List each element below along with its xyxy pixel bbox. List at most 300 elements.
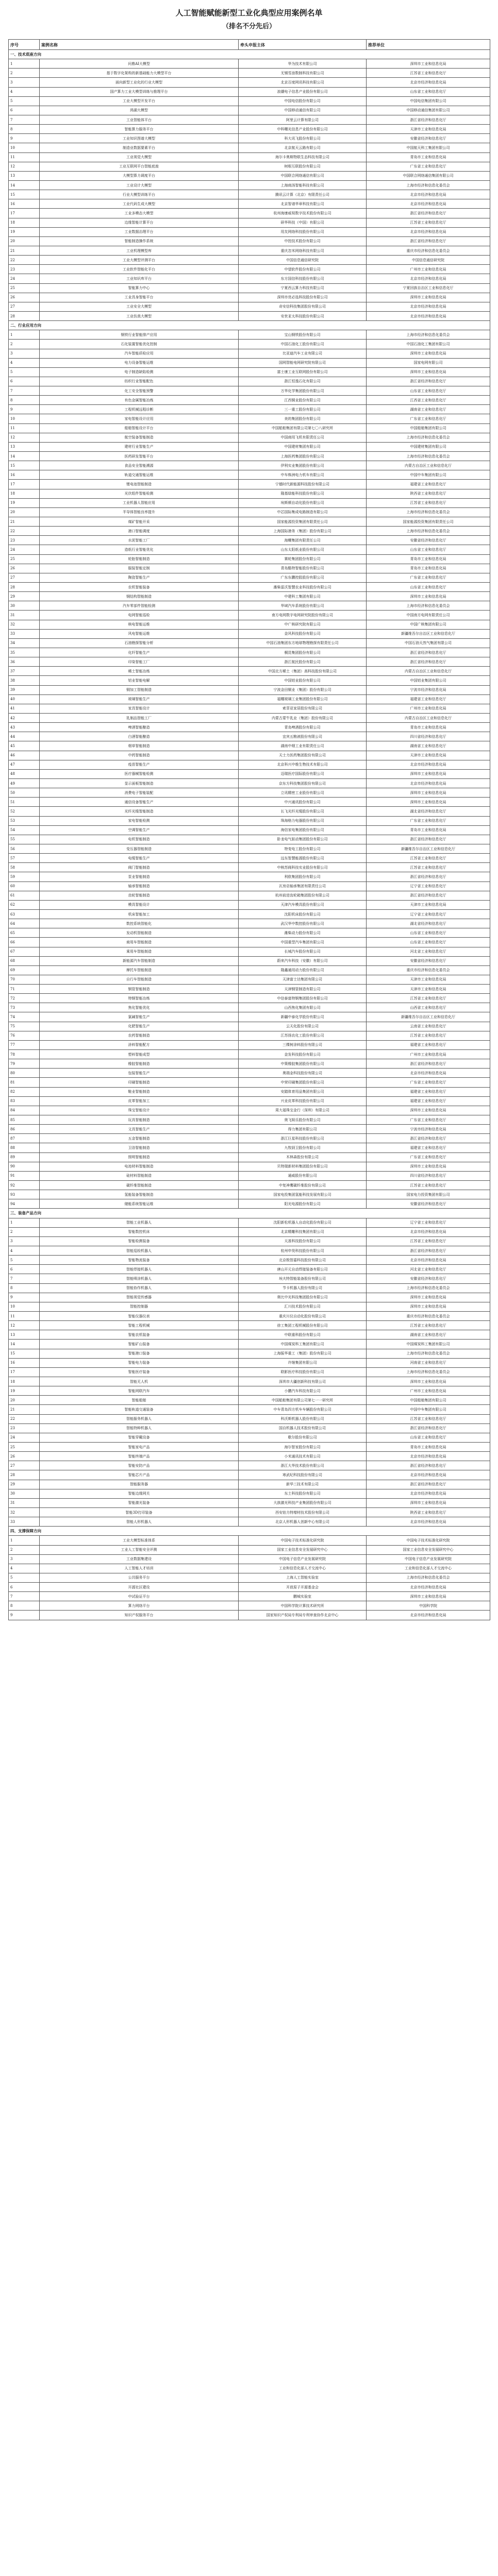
cell-no: 78 xyxy=(9,1050,40,1059)
header-lead-applicant: 牵头申报主体 xyxy=(239,40,367,50)
section-title: 二、行业应用方向 xyxy=(9,321,490,330)
cell-recommender: 辽宁省工业和信息化厅 xyxy=(367,882,490,891)
cell-recommender: 工业和信息化部人才交流中心 xyxy=(367,1564,490,1573)
cell-recommender: 广州市工业和信息化局 xyxy=(367,704,490,713)
table-row xyxy=(9,769,490,778)
table-row xyxy=(9,648,490,657)
cell-case-name: 工业知识图谱大模型 xyxy=(40,134,239,143)
cell-lead-applicant: 无锡雪浪数制科技有限公司 xyxy=(239,69,367,78)
cell-no: 5 xyxy=(9,96,40,106)
cell-case-name: 齿轮智能制造 xyxy=(40,891,239,900)
cell-no: 35 xyxy=(9,648,40,657)
cell-case-name: 边缘智能计算平台 xyxy=(40,218,239,227)
cell-lead-applicant: 节卡机器人股份有限公司 xyxy=(239,1283,367,1293)
table-row xyxy=(9,741,490,751)
cell-no: 13 xyxy=(9,442,40,451)
cell-no: 8 xyxy=(9,1601,40,1611)
cell-case-name: 有色金属智能冶炼 xyxy=(40,396,239,405)
cell-case-name: 照明智能制造 xyxy=(40,1153,239,1162)
cell-recommender: 重庆市经济和信息化委员会 xyxy=(367,246,490,255)
cell-lead-applicant: 汇川技术股份有限公司 xyxy=(239,1302,367,1311)
cell-case-name: 石油勘探智能分析 xyxy=(40,638,239,648)
table-row xyxy=(9,246,490,255)
cell-lead-applicant: 浙江巨星科技股份有限公司 xyxy=(239,1134,367,1143)
cell-case-name: 智能船舶 xyxy=(40,1396,239,1405)
cell-no: 15 xyxy=(9,461,40,470)
cell-lead-applicant: 远东智慧能源股份有限公司 xyxy=(239,854,367,863)
table-row xyxy=(9,1311,490,1320)
cell-recommender: 山东省工业和信息化厅 xyxy=(367,87,490,96)
table-row xyxy=(9,405,490,414)
cell-no: 18 xyxy=(9,1377,40,1386)
cell-case-name: 阀门智能制造 xyxy=(40,863,239,872)
cell-case-name: 家电智能检测 xyxy=(40,816,239,825)
cell-no: 20 xyxy=(9,507,40,517)
cell-recommender: 深圳市工业和信息化局 xyxy=(367,1106,490,1115)
cell-lead-applicant: 埃斯顿自动化股份有限公司 xyxy=(239,498,367,507)
cell-no: 27 xyxy=(9,1461,40,1470)
cell-lead-applicant: 赛轮集团股份有限公司 xyxy=(239,554,367,564)
cell-recommender: 福建省工业和信息化厅 xyxy=(367,480,490,489)
cell-no: 42 xyxy=(9,713,40,722)
cell-lead-applicant: 中国商用飞机有限责任公司 xyxy=(239,433,367,442)
cell-no: 22 xyxy=(9,1414,40,1423)
cell-recommender: 山东省工业和信息化厅 xyxy=(367,545,490,554)
cell-lead-applicant: 沈阳机床股份有限公司 xyxy=(239,909,367,919)
cell-no: 90 xyxy=(9,1162,40,1171)
cell-recommender: 北京市经济和信息化局 xyxy=(367,1256,490,1265)
cell-case-name: 新能源汽车智能制造 xyxy=(40,956,239,965)
cell-case-name: 钢结构智能制造 xyxy=(40,592,239,601)
cell-lead-applicant: 北京航天云路有限公司 xyxy=(239,143,367,152)
cell-lead-applicant: 重庆川仪自动化股份有限公司 xyxy=(239,1311,367,1320)
table-row xyxy=(9,844,490,853)
cell-recommender: 深圳市工业和信息化局 xyxy=(367,1162,490,1171)
cell-lead-applicant: 深圳市大疆创新科技有限公司 xyxy=(239,1377,367,1386)
cell-lead-applicant: 国家电投集团氢能科技发展有限公司 xyxy=(239,1190,367,1199)
cell-no: 17 xyxy=(9,209,40,218)
cell-lead-applicant: 中车青岛四方机车车辆股份有限公司 xyxy=(239,1405,367,1414)
cell-lead-applicant: 北京科兴中维生物技术有限公司 xyxy=(239,760,367,769)
table-row xyxy=(9,1405,490,1414)
cell-lead-applicant: 杭州前进齿轮箱集团股份有限公司 xyxy=(239,891,367,900)
cell-no: 2 xyxy=(9,340,40,349)
table-row xyxy=(9,638,490,648)
cell-recommender: 中国煤炭科工集团有限公司 xyxy=(367,1340,490,1349)
cell-case-name: 轮胎智能制造 xyxy=(40,554,239,564)
cell-case-name: 智能网联汽车 xyxy=(40,1386,239,1396)
cell-no: 19 xyxy=(9,498,40,507)
table-row xyxy=(9,788,490,798)
cell-lead-applicant: 东土科技股份有限公司 xyxy=(239,1489,367,1498)
cell-recommender: 中国铝业集团有限公司 xyxy=(367,676,490,685)
cell-lead-applicant: 杭州申昊科技股份有限公司 xyxy=(239,1246,367,1256)
table-row xyxy=(9,1040,490,1049)
cell-case-name: 涂料智能配方 xyxy=(40,1040,239,1049)
table-row xyxy=(9,59,490,69)
cell-case-name: 智能视觉传感器 xyxy=(40,1293,239,1302)
cell-recommender: 湖北省经济和信息化厅 xyxy=(367,919,490,928)
cell-no: 6 xyxy=(9,377,40,386)
cell-recommender: 中国船舶集团有限公司 xyxy=(367,1396,490,1405)
cell-recommender: 浙江省经济和信息化厅 xyxy=(367,1134,490,1143)
cell-lead-applicant: 木林森股份有限公司 xyxy=(239,1153,367,1162)
cell-case-name: 五金智能制造 xyxy=(40,1134,239,1143)
cell-no: 25 xyxy=(9,554,40,564)
cell-recommender: 新疆维吾尔自治区工业和信息化厅 xyxy=(367,1012,490,1022)
cell-recommender: 重庆市经济和信息化委员会 xyxy=(367,1311,490,1320)
cell-case-name: 钢铁行业智能排产应用 xyxy=(40,330,239,340)
cell-lead-applicant: 贝特瑞新材料集团股份有限公司 xyxy=(239,1162,367,1171)
cell-case-name: 铜加工智能制造 xyxy=(40,685,239,694)
table-row xyxy=(9,1592,490,1601)
cell-recommender: 浙江省经济和信息化厅 xyxy=(367,115,490,124)
cell-lead-applicant: 天津汽车模具股份有限公司 xyxy=(239,900,367,909)
cell-case-name: 工业机器人智能应用 xyxy=(40,498,239,507)
cell-lead-applicant: 长城汽车股份有限公司 xyxy=(239,947,367,956)
cell-no: 76 xyxy=(9,1031,40,1040)
cell-no: 6 xyxy=(9,106,40,115)
cell-lead-applicant: 中国建材集团有限公司 xyxy=(239,442,367,451)
cell-no: 89 xyxy=(9,1153,40,1162)
cell-lead-applicant: 东方国信科技股份有限公司 xyxy=(239,274,367,283)
cell-lead-applicant: 开放原子开源基金会 xyxy=(239,1583,367,1592)
cell-no: 30 xyxy=(9,1489,40,1498)
cell-no: 26 xyxy=(9,564,40,573)
table-row xyxy=(9,1078,490,1087)
cell-case-name: 智能协作机器人 xyxy=(40,1283,239,1293)
cell-no: 49 xyxy=(9,778,40,788)
cell-no: 54 xyxy=(9,825,40,835)
cell-lead-applicant: 中国信息通信研究院 xyxy=(239,256,367,265)
cell-case-name: 工业具身智能平台 xyxy=(40,293,239,302)
table-row xyxy=(9,1517,490,1527)
cell-case-name: 碳纤维智能制造 xyxy=(40,1181,239,1190)
cell-no: 1 xyxy=(9,1218,40,1227)
cell-lead-applicant: 广东东鹏控股股份有限公司 xyxy=(239,573,367,582)
table-row xyxy=(9,1181,490,1190)
table-row xyxy=(9,330,490,340)
cell-recommender: 江苏省工业和信息化厅 xyxy=(367,863,490,872)
cell-lead-applicant: 杭州海康威视数字技术股份有限公司 xyxy=(239,209,367,218)
table-row xyxy=(9,1096,490,1106)
cell-no: 44 xyxy=(9,732,40,741)
table-row xyxy=(9,807,490,816)
cell-lead-applicant: 上海国际港务（集团）股份有限公司 xyxy=(239,527,367,536)
cell-lead-applicant: 工业和信息化部人才交流中心 xyxy=(239,1564,367,1573)
cell-case-name: 发动机智能制造 xyxy=(40,928,239,938)
table-row xyxy=(9,1377,490,1386)
table-row xyxy=(9,1236,490,1246)
cell-recommender: 宁夏回族自治区工业和信息化厅 xyxy=(367,283,490,293)
cell-case-name: 电网智能巡检 xyxy=(40,611,239,620)
cell-case-name: 疫苗智能生产 xyxy=(40,760,239,769)
table-row xyxy=(9,816,490,825)
cell-lead-applicant: 中国石油化工股份有限公司 xyxy=(239,340,367,349)
cell-lead-applicant: 中国电子技术标准化研究院 xyxy=(239,1536,367,1545)
cell-no: 31 xyxy=(9,1498,40,1507)
cell-case-name: 智能检测装备 xyxy=(40,1236,239,1246)
cell-lead-applicant: 北京极智嘉科技股份有限公司 xyxy=(239,1256,367,1265)
cell-lead-applicant: 中兴通讯股份有限公司 xyxy=(239,798,367,807)
cell-recommender: 河北省工业和信息化厅 xyxy=(367,947,490,956)
cell-recommender: 安徽省经济和信息化厅 xyxy=(367,1274,490,1283)
cell-lead-applicant: 得力集团有限公司 xyxy=(239,1125,367,1134)
table-row xyxy=(9,69,490,78)
table-row xyxy=(9,1283,490,1293)
cell-case-name: 纺织行业智能配色 xyxy=(40,377,239,386)
table-row xyxy=(9,461,490,470)
cell-case-name: 食品安全智能溯源 xyxy=(40,461,239,470)
table-body xyxy=(9,50,490,1620)
cell-lead-applicant: 索菲亚家居股份有限公司 xyxy=(239,704,367,713)
cell-case-name: 智能喷涂机器人 xyxy=(40,1274,239,1283)
cell-recommender: 北京市经济和信息化局 xyxy=(367,760,490,769)
cell-no: 12 xyxy=(9,1321,40,1330)
table-row xyxy=(9,704,490,713)
cell-lead-applicant: 利欧集团股份有限公司 xyxy=(239,872,367,882)
cell-lead-applicant: 中科曙光信息产业股份有限公司 xyxy=(239,125,367,134)
table-row xyxy=(9,985,490,994)
table-row xyxy=(9,1470,490,1480)
cell-case-name: 港口智能调度 xyxy=(40,527,239,536)
table-row xyxy=(9,507,490,517)
table-header-row xyxy=(9,40,490,50)
cell-recommender: 广东省工业和信息化厅 xyxy=(367,1078,490,1087)
cell-recommender: 安徽省经济和信息化厅 xyxy=(367,536,490,545)
cell-case-name: 行业大模型训练平台 xyxy=(40,190,239,199)
cell-case-name: 建材行业智能生产 xyxy=(40,442,239,451)
table-row xyxy=(9,1087,490,1096)
cell-no: 2 xyxy=(9,69,40,78)
table-row xyxy=(9,835,490,844)
cell-case-name: 白酒智能酿造 xyxy=(40,732,239,741)
cell-recommender: 深圳市工业和信息化局 xyxy=(367,798,490,807)
cell-no: 31 xyxy=(9,611,40,620)
cell-case-name: 算力网络平台 xyxy=(40,1601,239,1611)
cell-lead-applicant: 许继集团有限公司 xyxy=(239,1358,367,1367)
cell-recommender: 国家能源投资集团有限责任公司 xyxy=(367,517,490,527)
cell-recommender: 江西省工业和信息化厅 xyxy=(367,396,490,405)
section-row xyxy=(9,1527,490,1536)
cell-case-name: 电力设备智能运维 xyxy=(40,358,239,367)
cell-case-name: 通信设备智能生产 xyxy=(40,798,239,807)
cell-lead-applicant: 腾讯云计算（北京）有限责任公司 xyxy=(239,190,367,199)
cell-case-name: 化工安全智能预警 xyxy=(40,386,239,396)
cell-lead-applicant: 奇安信科技集团股份有限公司 xyxy=(239,302,367,311)
cell-recommender: 青岛市工业和信息化局 xyxy=(367,152,490,162)
cell-no: 9 xyxy=(9,134,40,143)
table-row xyxy=(9,956,490,965)
cell-case-name: 航空装备智能制造 xyxy=(40,433,239,442)
cell-lead-applicant: 山西焦化集团有限公司 xyxy=(239,1003,367,1012)
cell-recommender: 安徽省经济和信息化厅 xyxy=(367,134,490,143)
table-row xyxy=(9,1050,490,1059)
table-row xyxy=(9,620,490,629)
table-row xyxy=(9,778,490,788)
section-title: 一、技术底座方向 xyxy=(9,50,490,59)
cell-recommender: 北京市经济和信息化局 xyxy=(367,302,490,311)
table-row xyxy=(9,78,490,87)
cell-recommender: 江苏省工业和信息化厅 xyxy=(367,218,490,227)
cell-recommender: 广州市工业和信息化局 xyxy=(367,1386,490,1396)
table-row xyxy=(9,536,490,545)
cell-no: 40 xyxy=(9,694,40,704)
cell-case-name: 工程机械远程诊断 xyxy=(40,405,239,414)
cell-recommender: 广东省工业和信息化厅 xyxy=(367,1115,490,1125)
cell-case-name: 中试验证平台 xyxy=(40,1592,239,1601)
table-row xyxy=(9,1414,490,1423)
table-row xyxy=(9,900,490,909)
table-row xyxy=(9,1442,490,1451)
cell-lead-applicant: 国自机器人技术股份有限公司 xyxy=(239,1423,367,1433)
table-row xyxy=(9,433,490,442)
cell-case-name: 农药智能制造 xyxy=(40,1031,239,1040)
cell-no: 8 xyxy=(9,125,40,134)
table-row xyxy=(9,1153,490,1162)
cell-lead-applicant: 徐工集团工程机械股份有限公司 xyxy=(239,1321,367,1330)
table-row xyxy=(9,1564,490,1573)
cell-recommender: 浙江省经济和信息化厅 xyxy=(367,891,490,900)
table-row xyxy=(9,1423,490,1433)
cell-no: 92 xyxy=(9,1181,40,1190)
cell-recommender: 上海市经济和信息化委员会 xyxy=(367,330,490,340)
cell-no: 71 xyxy=(9,985,40,994)
table-row xyxy=(9,1265,490,1274)
table-row xyxy=(9,854,490,863)
section-title: 三、装备产品方向 xyxy=(9,1209,490,1218)
cell-case-name: 铝业智能电解 xyxy=(40,676,239,685)
table-row xyxy=(9,751,490,760)
cell-recommender: 深圳市工业和信息化局 xyxy=(367,788,490,798)
cell-lead-applicant: 天津富士达集团有限公司 xyxy=(239,975,367,984)
cell-no: 15 xyxy=(9,190,40,199)
table-row xyxy=(9,1498,490,1507)
cell-case-name: 塑料智能成型 xyxy=(40,1050,239,1059)
table-row xyxy=(9,657,490,667)
cell-no: 5 xyxy=(9,1256,40,1265)
table-row xyxy=(9,713,490,722)
table-row xyxy=(9,283,490,293)
cell-case-name: 智能人形机器人 xyxy=(40,1517,239,1527)
table-row xyxy=(9,1012,490,1022)
table-row xyxy=(9,863,490,872)
table-row xyxy=(9,1386,490,1396)
cell-case-name: 光伏组件智能检测 xyxy=(40,489,239,498)
cell-no: 12 xyxy=(9,162,40,171)
cell-recommender: 湖北省经济和信息化厅 xyxy=(367,807,490,816)
table-row xyxy=(9,162,490,171)
table-row xyxy=(9,1340,490,1349)
cell-recommender: 湖南省工业和信息化厅 xyxy=(367,1330,490,1340)
cell-no: 4 xyxy=(9,1246,40,1256)
table-row xyxy=(9,1031,490,1040)
table-row xyxy=(9,236,490,246)
cell-recommender: 山西省工业和信息化厅 xyxy=(367,1003,490,1012)
table-row xyxy=(9,919,490,928)
cell-recommender: 中国电子技术标准化研究院 xyxy=(367,1536,490,1545)
cell-lead-applicant: 青岛酷特智能股份有限公司 xyxy=(239,564,367,573)
cell-no: 79 xyxy=(9,1059,40,1069)
cell-no: 4 xyxy=(9,358,40,367)
cell-lead-applicant: 国家知识产权局专利局专利审查协作北京中心 xyxy=(239,1611,367,1620)
cell-lead-applicant: 奥瑞金科技股份有限公司 xyxy=(239,1069,367,1078)
table-row xyxy=(9,1106,490,1115)
cell-lead-applicant: 富士康工业互联网股份有限公司 xyxy=(239,367,367,377)
cell-no: 88 xyxy=(9,1143,40,1153)
cell-lead-applicant: 北京智谱华章科技有限公司 xyxy=(239,199,367,209)
cell-lead-applicant: 中信泰富特钢集团股份有限公司 xyxy=(239,994,367,1003)
cell-no: 2 xyxy=(9,1227,40,1236)
cell-lead-applicant: 通威股份有限公司 xyxy=(239,1171,367,1180)
table-row xyxy=(9,965,490,975)
table-row xyxy=(9,1256,490,1265)
cell-lead-applicant: 宝山钢铁股份有限公司 xyxy=(239,330,367,340)
cell-case-name: 智能3D打印装备 xyxy=(40,1507,239,1517)
cell-recommender: 天津市工业和信息化局 xyxy=(367,975,490,984)
cell-case-name: 智能算力服务平台 xyxy=(40,125,239,134)
table-row xyxy=(9,1349,490,1358)
cell-recommender: 河南省工业和信息化厅 xyxy=(367,1358,490,1367)
table-row xyxy=(9,1003,490,1012)
table-row xyxy=(9,1480,490,1489)
cell-case-name: 智能服务器 xyxy=(40,1480,239,1489)
table-row xyxy=(9,723,490,732)
cell-lead-applicant: 美的集团股份有限公司 xyxy=(239,414,367,423)
cell-lead-applicant: 中国船舶集团有限公司第七一一研究所 xyxy=(239,1396,367,1405)
cell-recommender: 江苏省工业和信息化厅 xyxy=(367,854,490,863)
table-row xyxy=(9,1134,490,1143)
cell-recommender: 中国电信集团有限公司 xyxy=(367,96,490,106)
cell-case-name: 乘用车智能制造 xyxy=(40,947,239,956)
cell-recommender: 北京市经济和信息化局 xyxy=(367,1583,490,1592)
cell-case-name: 服装智能定制 xyxy=(40,564,239,573)
cell-no: 82 xyxy=(9,1087,40,1096)
table-row xyxy=(9,601,490,611)
table-row xyxy=(9,1611,490,1620)
cell-no: 7 xyxy=(9,1592,40,1601)
cell-recommender: 中国石油天然气集团有限公司 xyxy=(367,638,490,648)
table-row xyxy=(9,115,490,124)
cell-case-name: 光纤光缆智能制造 xyxy=(40,807,239,816)
table-row xyxy=(9,928,490,938)
cell-recommender: 新疆维吾尔自治区工业和信息化厅 xyxy=(367,629,490,638)
section-row xyxy=(9,321,490,330)
cell-no: 68 xyxy=(9,956,40,965)
cell-recommender: 中国航天科工集团有限公司 xyxy=(367,143,490,152)
cell-lead-applicant: 珠海格力电器股份有限公司 xyxy=(239,816,367,825)
cell-lead-applicant: 立讯精密工业股份有限公司 xyxy=(239,788,367,798)
cell-case-name: 珠宝智能设计 xyxy=(40,1106,239,1115)
cell-no: 8 xyxy=(9,396,40,405)
cell-case-name: 工业数据集建设 xyxy=(40,1554,239,1564)
cell-lead-applicant: 中策橡胶集团股份有限公司 xyxy=(239,1059,367,1069)
cell-case-name: 电机智能制造 xyxy=(40,835,239,844)
cell-no: 50 xyxy=(9,788,40,798)
cell-case-name: 电缆智能生产 xyxy=(40,854,239,863)
cell-recommender: 北京市经济和信息化局 xyxy=(367,1069,490,1078)
cell-recommender: 福建省工业和信息化厅 xyxy=(367,1087,490,1096)
cell-no: 91 xyxy=(9,1171,40,1180)
cell-recommender: 浙江省经济和信息化厅 xyxy=(367,1059,490,1069)
cell-no: 16 xyxy=(9,470,40,480)
cell-no: 32 xyxy=(9,620,40,629)
cell-recommender: 深圳市工业和信息化局 xyxy=(367,1293,490,1302)
table-row xyxy=(9,302,490,311)
cell-case-name: 制造业数据要素平台 xyxy=(40,143,239,152)
cell-case-name: 家具智能设计 xyxy=(40,704,239,713)
cell-lead-applicant: 金风科技股份有限公司 xyxy=(239,629,367,638)
